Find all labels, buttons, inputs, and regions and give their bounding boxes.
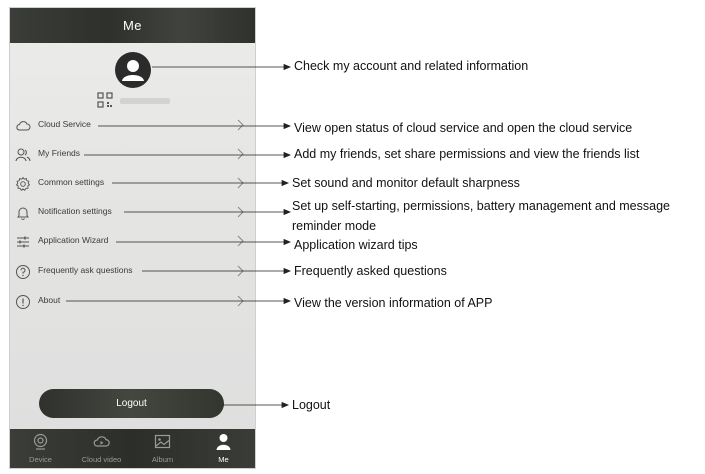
annotation-logout: Logout xyxy=(292,398,331,412)
menu-item-label: My Friends xyxy=(38,148,81,158)
annotation-wizard: Application wizard tips xyxy=(294,238,418,252)
tab-label: Cloud video xyxy=(81,455,122,464)
annotation-faq: Frequently asked questions xyxy=(294,264,447,278)
logout-button[interactable]: Logout xyxy=(39,389,224,418)
annotation-about: View the version information of APP xyxy=(294,296,493,310)
annotation-friends: Add my friends, set share permissions and view the friends list xyxy=(294,147,640,161)
annotation-notification: Set up self-starting, permissions, battery management and message reminder mode xyxy=(292,199,670,233)
page-title: Me xyxy=(122,18,143,33)
menu-item-label: Notification settings xyxy=(38,206,112,216)
annotation-common: Set sound and monitor default sharpness xyxy=(292,176,520,190)
annotation-cloud: View open status of cloud service and open the cloud service xyxy=(294,121,633,135)
menu-item-label: Application Wizard xyxy=(38,235,109,245)
menu-item-label: Common settings xyxy=(38,177,105,187)
menu-item-label: Frequently ask questions xyxy=(38,265,133,275)
menu-item-label: About xyxy=(38,295,61,305)
menu-item-label: Cloud Service xyxy=(38,119,91,129)
tab-label: Album xyxy=(151,455,174,464)
annotation-account: Check my account and related information xyxy=(294,59,529,73)
tab-label: Me xyxy=(218,455,229,464)
tab-label: Device xyxy=(29,455,52,464)
